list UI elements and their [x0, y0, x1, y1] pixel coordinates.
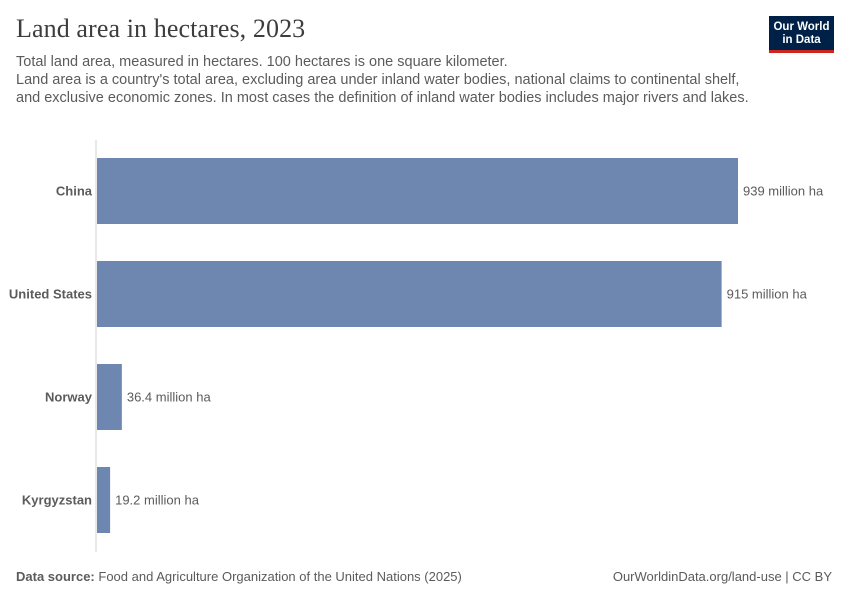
bar-chart — [0, 140, 850, 555]
value-label-united-states: 915 million ha — [726, 286, 807, 302]
owid-logo[interactable] — [769, 16, 834, 53]
logo-line-2: in Data — [782, 34, 821, 46]
data-source — [16, 569, 462, 584]
bar-china[interactable] — [97, 158, 738, 224]
subtitle-line-1: Total land area, measured in hectares. 100 hectares is one square kilometer. — [16, 54, 508, 70]
credit-link[interactable]: OurWorldinData.org/land-use | CC BY — [612, 569, 832, 584]
category-label-norway: Norway — [45, 389, 92, 405]
chart-subtitle — [16, 53, 761, 107]
chart-title: Land area in hectares, 2023 — [16, 14, 306, 43]
subtitle-line-2: Land area is a country's total area, excluding area under inland water bodies, national claims to continental shelf, and exclusive economic zones. In most cases the definition of inland water bodies includes major rivers and lakes. — [16, 72, 749, 106]
bar-norway[interactable] — [97, 364, 122, 430]
value-label-norway: 36.4 million ha — [126, 389, 211, 405]
data-source-text[interactable]: Food and Agriculture Organization of the United Nations (2025) — [98, 569, 462, 584]
category-label-china: China — [55, 183, 92, 199]
category-label-kyrgyzstan: Kyrgyzstan — [21, 492, 92, 508]
category-label-united-states: United States — [8, 286, 92, 302]
data-source-label: Data source: — [16, 569, 95, 584]
value-label-china: 939 million ha — [743, 183, 824, 199]
bar-kyrgyzstan[interactable] — [97, 467, 110, 533]
bar-united-states[interactable] — [97, 261, 722, 327]
logo-line-1: Our World — [773, 21, 830, 33]
footer — [16, 569, 832, 584]
value-label-kyrgyzstan: 19.2 million ha — [115, 492, 199, 508]
